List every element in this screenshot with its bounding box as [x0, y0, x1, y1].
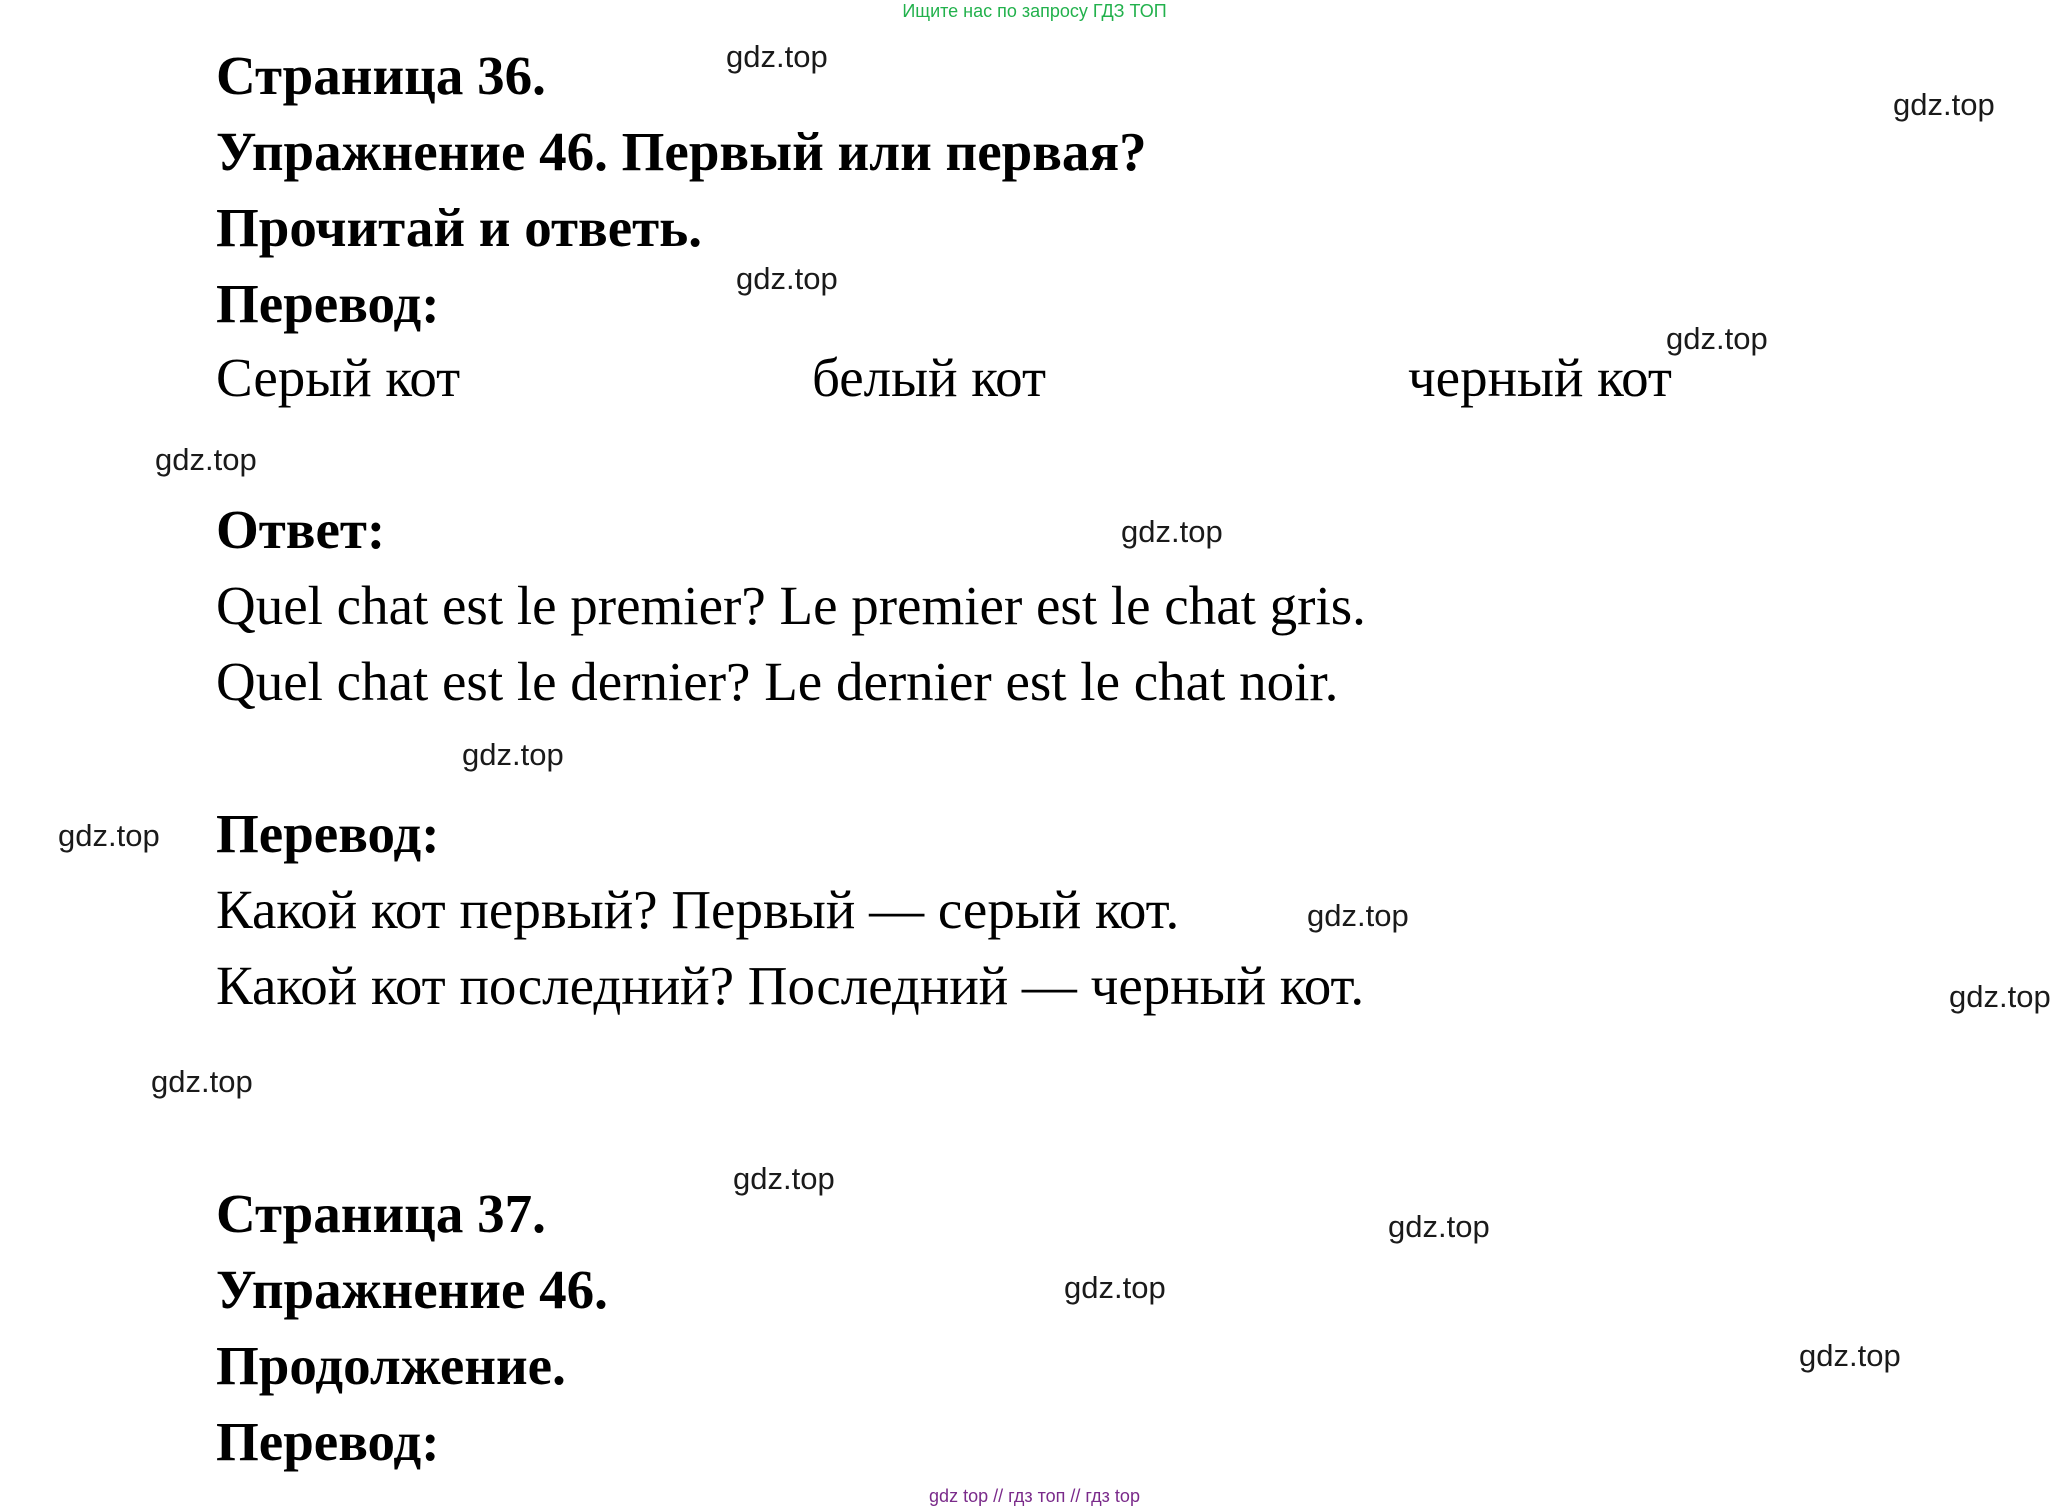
- watermark: gdz.top: [155, 442, 257, 477]
- watermark: gdz.top: [151, 1064, 253, 1099]
- watermark: gdz.top: [1799, 1338, 1901, 1373]
- page-37-title: Страница 37.: [216, 1183, 546, 1244]
- cat-white: белый кот: [812, 347, 1046, 408]
- translation-line-1: Какой кот первый? Первый — серый кот.: [216, 879, 1180, 940]
- watermark: gdz.top: [733, 1161, 835, 1196]
- translation-line-2: Какой кот последний? Последний — черный кот.: [216, 955, 1365, 1016]
- watermark: gdz.top: [736, 261, 838, 296]
- watermark: gdz.top: [726, 39, 828, 74]
- watermark: gdz.top: [462, 737, 564, 772]
- watermark: gdz.top: [58, 818, 160, 853]
- watermark: gdz.top: [1949, 979, 2051, 1014]
- exercise-46-continued-title: Упражнение 46.: [216, 1259, 608, 1320]
- translation-heading-2: Перевод:: [216, 803, 440, 864]
- watermark: gdz.top: [1893, 87, 1995, 122]
- watermark: gdz.top: [1388, 1209, 1490, 1244]
- translation-heading: Перевод:: [216, 273, 440, 334]
- watermark: gdz.top: [1307, 898, 1409, 933]
- instruction: Прочитай и ответь.: [216, 197, 702, 258]
- page-36-title: Страница 36.: [216, 45, 546, 106]
- exercise-46-title: Упражнение 46. Первый или первая?: [216, 121, 1147, 182]
- answer-line-2: Quel chat est le dernier? Le dernier est le chat noir.: [216, 651, 1339, 712]
- answer-line-1: Quel chat est le premier? Le premier est le chat gris.: [216, 575, 1366, 636]
- translation-heading-3: Перевод:: [216, 1411, 440, 1472]
- answer-heading: Ответ:: [216, 499, 386, 560]
- footer-links: gdz top // гдз топ // гдз top: [929, 1486, 1140, 1506]
- cat-grey: Серый кот: [216, 347, 461, 408]
- watermark: gdz.top: [1121, 514, 1223, 549]
- top-banner: Ищите нас по запросу ГДЗ ТОП: [902, 1, 1167, 21]
- cat-black: черный кот: [1408, 347, 1672, 408]
- continuation-label: Продолжение.: [216, 1335, 566, 1396]
- watermark: gdz.top: [1064, 1270, 1166, 1305]
- watermark: gdz.top: [1666, 321, 1768, 356]
